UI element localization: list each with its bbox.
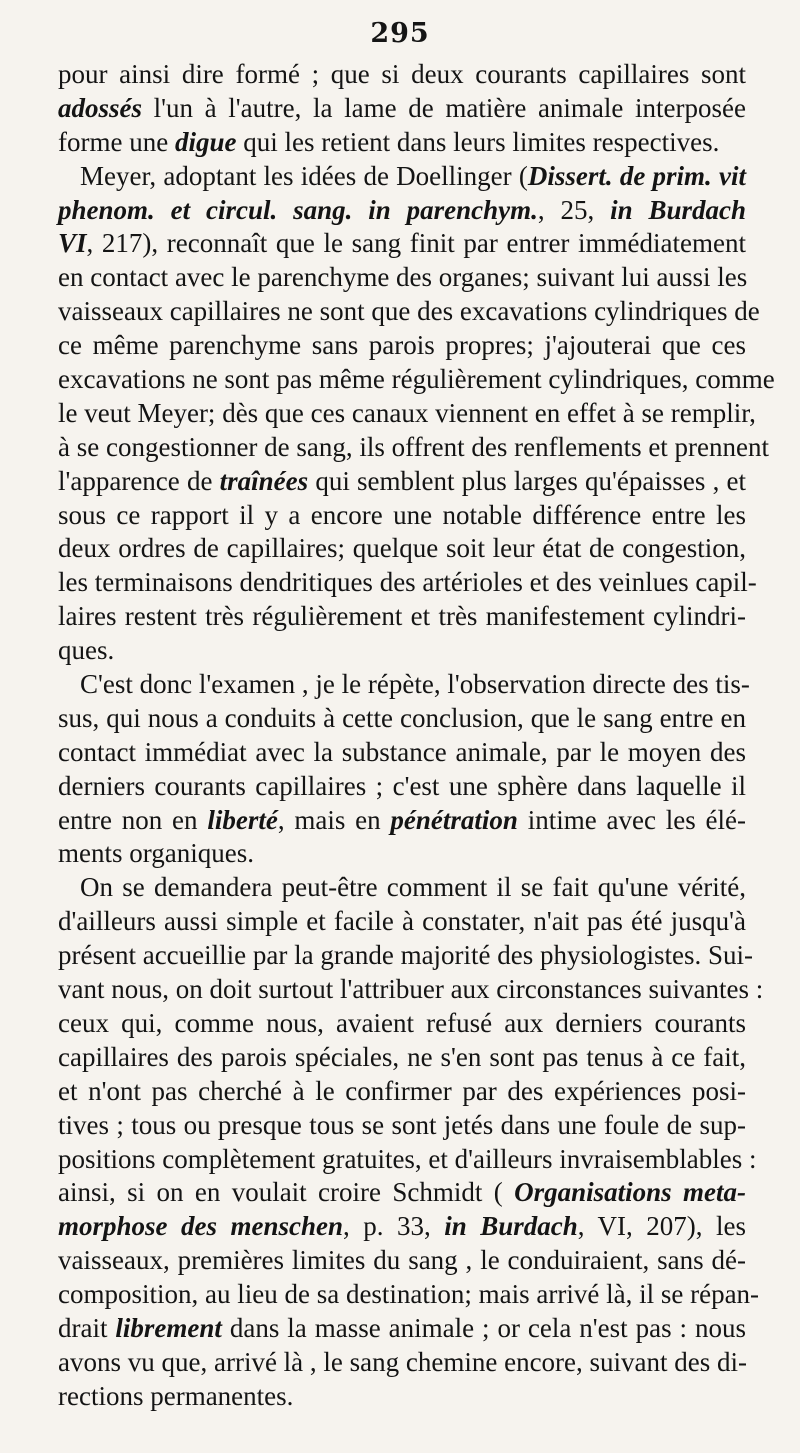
text-line: vant nous, on doit surtout l'attribuer aux circonstances suivantes : [58, 974, 764, 1005]
text-line: positions complètement gratuites, et d'ailleurs invraisemblables : [58, 1143, 757, 1174]
text-line: ques. [58, 635, 115, 666]
text-line: sous ce rapport il y a encore une notable différence entre les [58, 499, 746, 530]
text-line: derniers courants capillaires ; c'est une sphère dans laquelle il [58, 770, 746, 801]
text-line: d'ailleurs aussi simple et facile à constater, n'ait pas été jusqu'à [58, 906, 746, 937]
text-line: drait librement dans la masse animale ; or cela n'est pas : nous [58, 1312, 746, 1343]
text-line: ce même parenchyme sans parois propres; j'ajouterai que ces [58, 330, 746, 361]
text-line: en contact avec le parenchyme des organes; suivant lui aussi les [58, 262, 748, 293]
text-line: l'apparence de traînées qui semblent plus larges qu'épaisses , et [58, 465, 747, 496]
text-line: tives ; tous ou presque tous se sont jetés dans une foule de sup- [58, 1109, 746, 1140]
text-line: capillaires des parois spéciales, ne s'en sont pas tenus à ce fait, [58, 1041, 746, 1072]
text-line: ainsi, si on en voulait croire Schmidt ( Organisations meta- [58, 1177, 746, 1208]
text-line: sus, qui nous a conduits à cette conclusion, que le sang entre en [58, 702, 746, 733]
text-line: avons vu que, arrivé là , le sang chemine encore, suivant des di- [58, 1346, 748, 1377]
text-line: présent accueillie par la grande majorité des physiologistes. Sui- [58, 940, 754, 971]
text-line: vaisseaux capillaires ne sont que des excavations cylindriques de [58, 296, 760, 327]
text-line: à se congestionner de sang, ils offrent des renflements et prennent [58, 431, 770, 462]
text-line: pour ainsi dire formé ; que si deux courants capillaires sont [58, 59, 746, 89]
text-line: contact immédiat avec la substance animale, par le moyen des [58, 736, 746, 767]
page-number: 295 [370, 18, 430, 49]
text-line: excavations ne sont pas même régulièrement cylindriques, comme [58, 364, 775, 395]
text-line: et n'ont pas cherché à le confirmer par des expériences posi- [58, 1075, 746, 1106]
text-line: ments organiques. [58, 838, 254, 869]
text-line: VI, 217), reconnaît que le sang finit par entrer immédiatement [58, 228, 746, 259]
text-line: forme une digue qui les retient dans leurs limites respectives. [58, 126, 720, 157]
text-line: laires restent très régulièrement et très manifestement cylindri- [58, 601, 746, 632]
text-line: entre non en liberté, mais en pénétration intime avec les élé- [58, 804, 746, 835]
text-line: ceux qui, comme nous, avaient refusé aux derniers courants [58, 1007, 746, 1038]
text-line: vaisseaux, premières limites du sang , le conduiraient, sans dé- [58, 1245, 746, 1276]
text-line: rections permanentes. [58, 1380, 294, 1411]
text-line: C'est donc l'examen , je le répète, l'observation directe des tis- [80, 669, 750, 700]
text-line: morphose des menschen, p. 33, in Burdach, VI, 207), les [58, 1211, 746, 1242]
text-line: Meyer, adoptant les idées de Doellinger (Dissert. de prim. vit [80, 160, 746, 191]
text-line: deux ordres de capillaires; quelque soit leur état de congestion, [58, 533, 746, 564]
text-line: On se demandera peut-être comment il se fait qu'une vérité, [80, 872, 746, 903]
text-line: les terminaisons dendritiques des artérioles et des veinlues capil- [58, 567, 757, 598]
text-line: phenom. et circul. sang. in parenchym., 25, in Burdach [58, 194, 747, 225]
body-text [58, 58, 775, 1414]
text-line: composition, au lieu de sa destination; mais arrivé là, il se répan- [58, 1279, 760, 1310]
text-line: le veut Meyer; dès que ces canaux viennent en effet à se remplir, [58, 397, 756, 428]
text-line: adossés l'un à l'autre, la lame de matière animale interposée [58, 92, 746, 123]
